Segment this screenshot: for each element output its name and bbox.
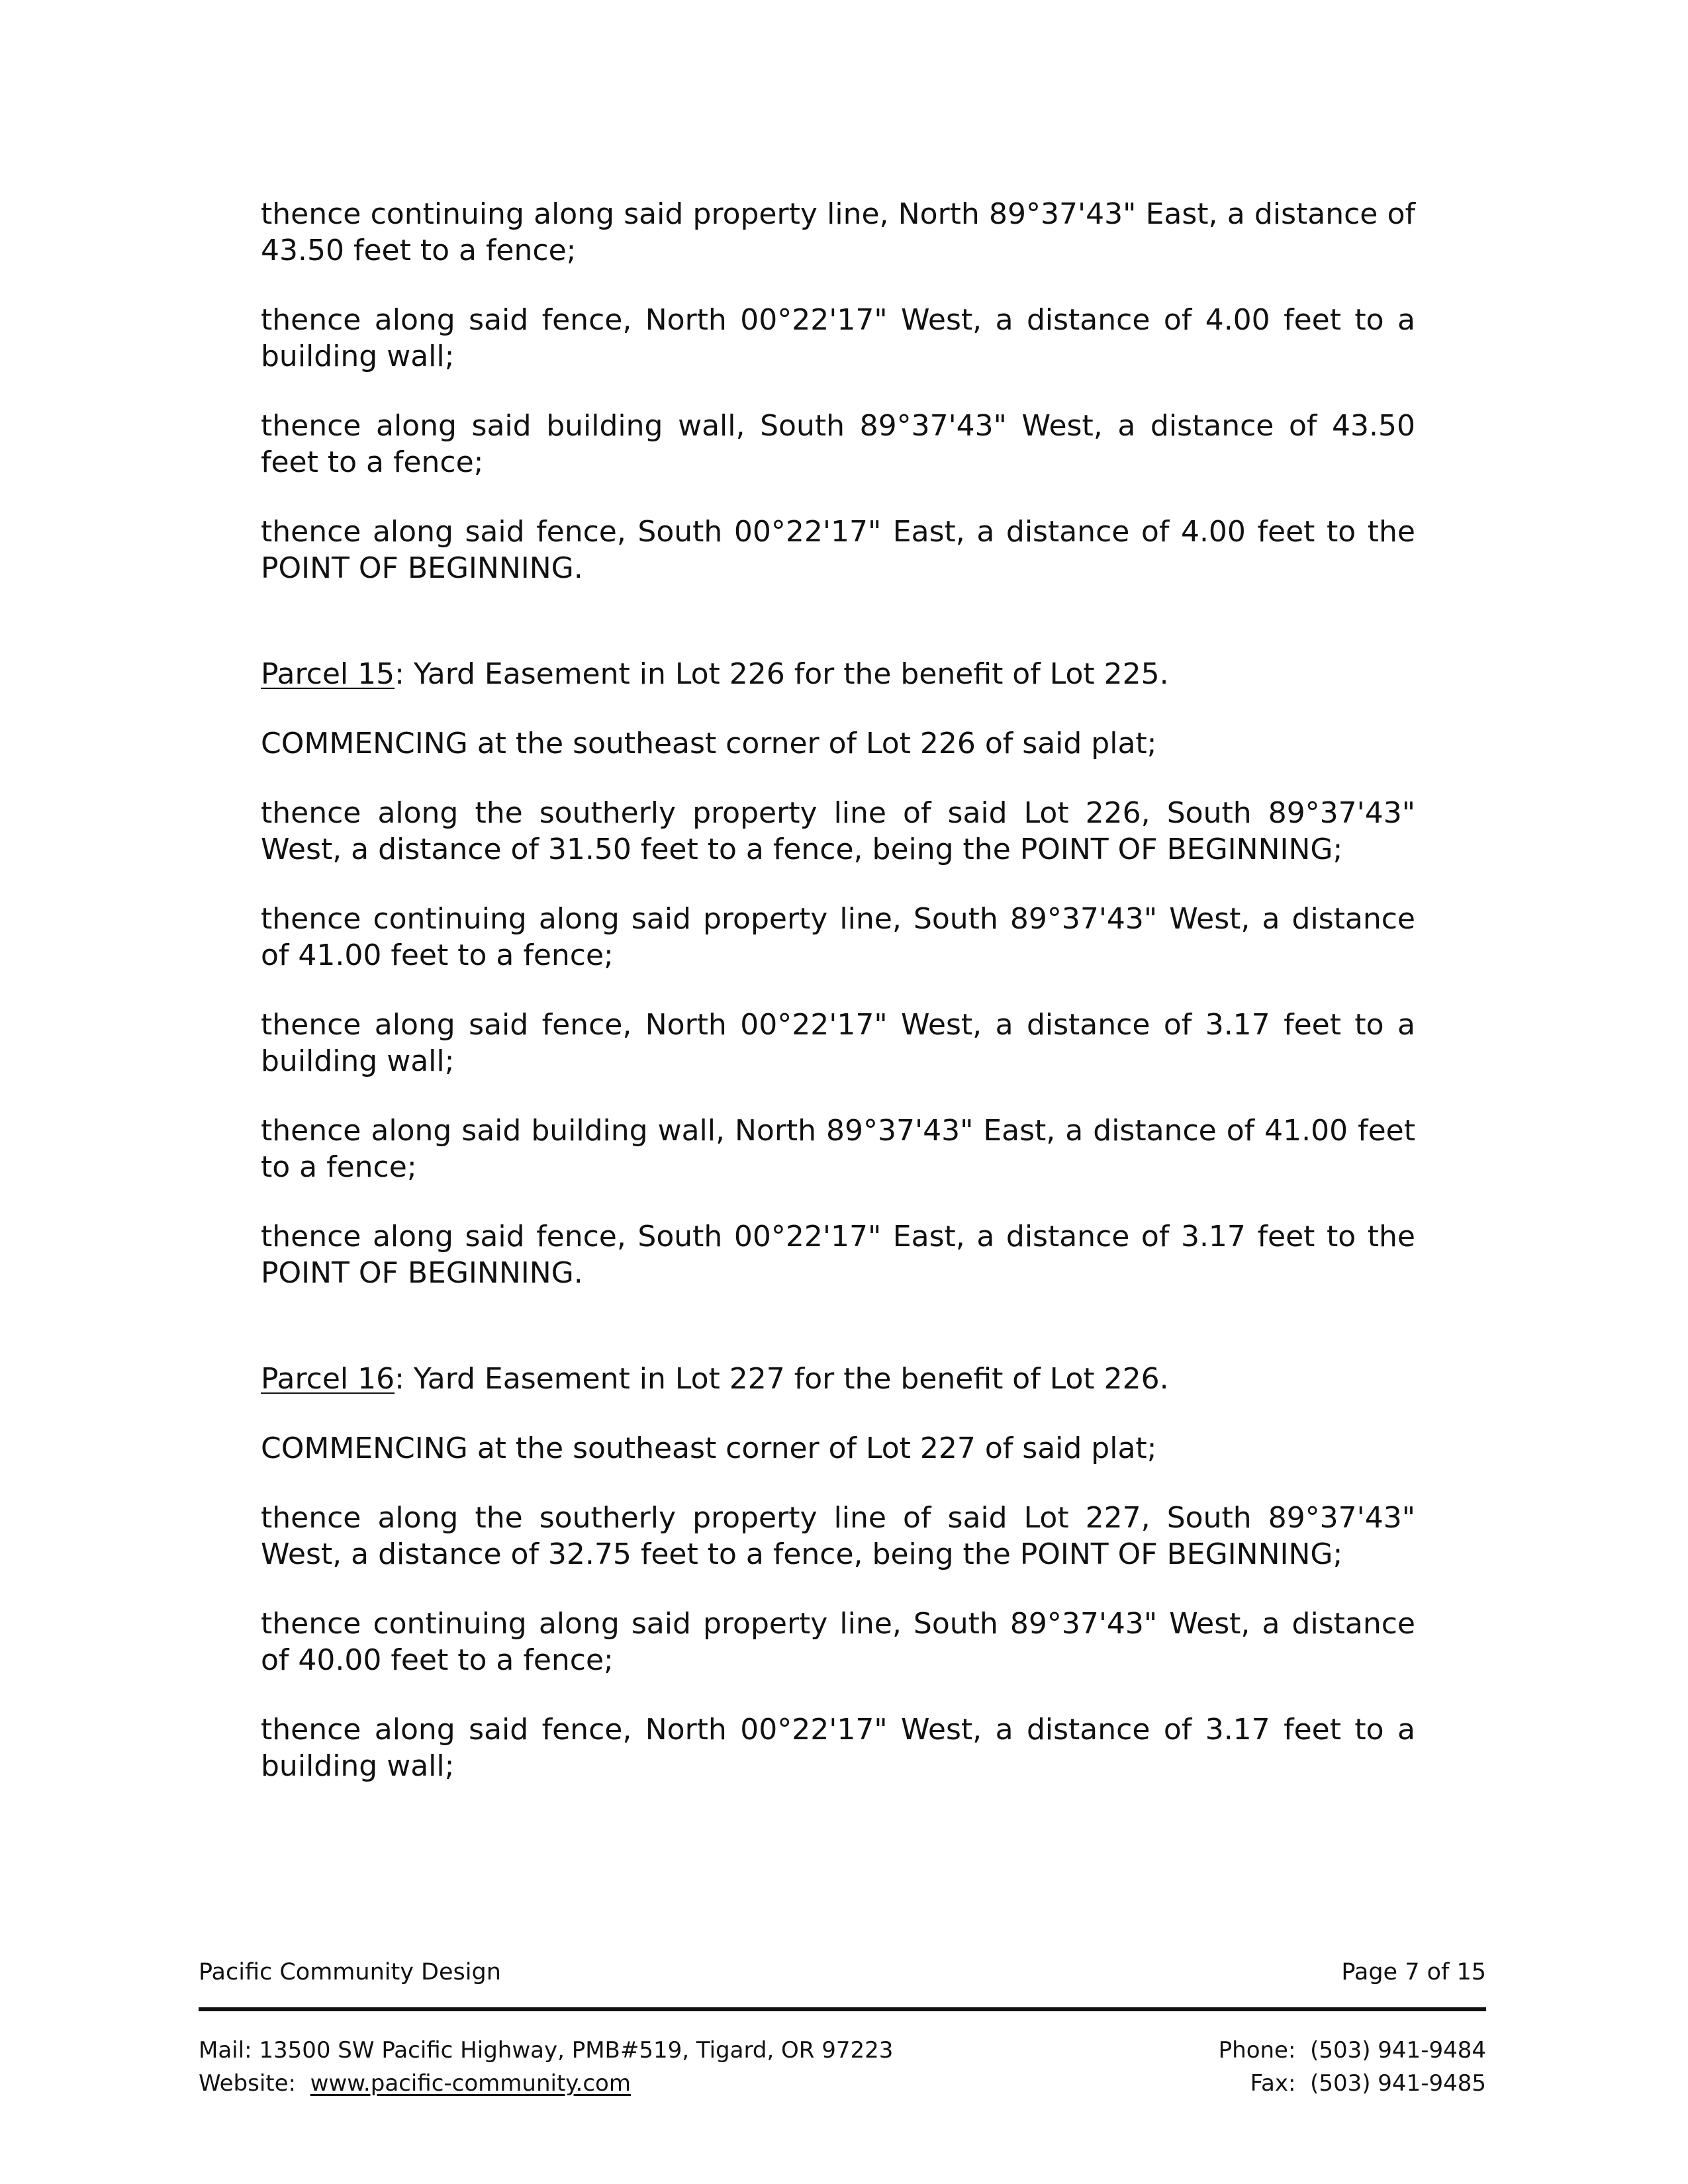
paragraph: thence along said building wall, South 89°37'43" West, a distance of 43.50 feet to a fence; — [261, 409, 1415, 479]
paragraph: COMMENCING at the southeast corner of Lot 226 of said plat; — [261, 727, 1157, 760]
paragraph: thence continuing along said property line, North 89°37'43" East, a distance of 43.50 feet to a fence; — [261, 197, 1415, 267]
website-row — [199, 2067, 993, 2100]
paragraph: thence along the southerly property line of said Lot 226, South 89°37'43" West, a distance of 31.50 feet to a fence, being the POINT OF BEGINNING; — [261, 796, 1415, 866]
paragraph: thence along said building wall, North 89°37'43" East, a distance of 41.00 feet to a fence; — [261, 1114, 1415, 1184]
parcel-16-title: : Yard Easement in Lot 227 for the benefit of Lot 226. — [395, 1362, 1169, 1396]
fax-label: Fax: — [1250, 2070, 1296, 2097]
paragraph: thence along said fence, North 00°22'17" West, a distance of 3.17 feet to a building wall; — [261, 1713, 1415, 1783]
paragraph: thence along said fence, South 00°22'17" East, a distance of 3.17 feet to the POINT OF BEGINNING. — [261, 1220, 1415, 1290]
footer-address-block — [199, 2034, 993, 2100]
footer-header-row — [199, 1956, 1486, 1989]
paragraph: thence along said fence, South 00°22'17" East, a distance of 4.00 feet to the POINT OF BEGINNING. — [261, 515, 1415, 585]
mail-row — [199, 2034, 993, 2067]
parcel-15-label: Parcel 15 — [261, 657, 395, 691]
phone-number: (503) 941-9484 — [1310, 2037, 1486, 2064]
company-name: Pacific Community Design — [199, 1959, 501, 1985]
footer-phone-block — [1089, 2034, 1486, 2100]
mail-label: Mail: — [199, 2037, 252, 2064]
parcel-15-heading — [261, 656, 1415, 692]
parcel-16-label: Parcel 16 — [261, 1362, 395, 1396]
paragraph: thence along said fence, North 00°22'17" West, a distance of 3.17 feet to a building wall; — [261, 1008, 1415, 1078]
fax-row — [1089, 2067, 1486, 2100]
phone-row — [1089, 2034, 1486, 2067]
website-link[interactable]: www.pacific-community.com — [310, 2070, 631, 2097]
page-number: Page 7 of 15 — [1341, 1959, 1486, 1985]
fax-number: (503) 941-9485 — [1310, 2070, 1486, 2097]
paragraph: COMMENCING at the southeast corner of Lot 227 of said plat; — [261, 1432, 1157, 1465]
parcel-15-title: : Yard Easement in Lot 226 for the benefit of Lot 225. — [395, 657, 1169, 691]
parcel-16-heading — [261, 1361, 1415, 1397]
paragraph: thence along said fence, North 00°22'17" West, a distance of 4.00 feet to a building wall; — [261, 303, 1415, 373]
paragraph: thence continuing along said property line, South 89°37'43" West, a distance of 41.00 feet to a fence; — [261, 902, 1415, 972]
paragraph: thence continuing along said property line, South 89°37'43" West, a distance of 40.00 feet to a fence; — [261, 1607, 1415, 1677]
paragraph: thence along the southerly property line of said Lot 227, South 89°37'43" West, a distance of 32.75 feet to a fence, being the POINT OF BEGINNING; — [261, 1501, 1415, 1571]
legal-description-body — [261, 196, 1415, 1817]
website-label: Website: — [199, 2070, 296, 2097]
mail-address: 13500 SW Pacific Highway, PMB#519, Tigard, OR 97223 — [259, 2037, 894, 2064]
footer-divider — [199, 2007, 1486, 2011]
phone-label: Phone: — [1218, 2037, 1296, 2064]
